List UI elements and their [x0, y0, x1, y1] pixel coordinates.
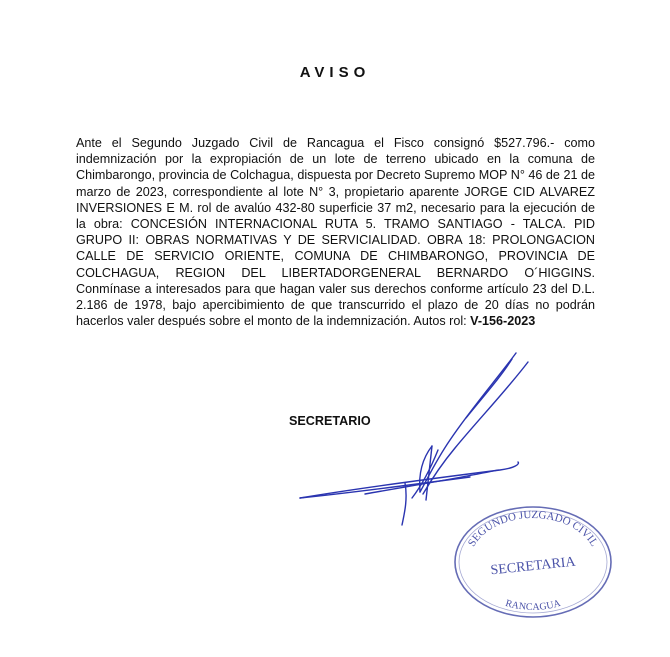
notice-body: [76, 135, 595, 329]
court-seal: [448, 500, 618, 624]
seal-bottom-text: RANCAGUA: [504, 597, 562, 614]
notice-title: AVISO: [299, 64, 371, 81]
case-number: V-156-2023: [470, 314, 536, 329]
seal-top-text: SEGUNDO JUZGADO CIVIL: [465, 508, 601, 549]
signatory-label: SECRETARIO: [289, 414, 371, 428]
seal-center-text: SECRETARIA: [489, 554, 577, 579]
notice-body-text: Ante el Segundo Juzgado Civil de Rancagua el Fisco consignó $527.796.- como indemnización por la expropiación de un lote de terreno ubicado en la comuna de Chimbarongo, provincia de Colchagua, dispuesta por Decreto Supremo MOP N° 46 de 21 de marzo de 2023, correspondiente al lote N° 3, propietario aparente JORGE CID ALVAREZ INVERSIONES E M. rol de avalúo 432-80 superficie 37 m2, necesario para la ejecución de la obra: CONCESIÓN INTERNACIONAL RUTA 5. TRAMO SANTIAGO - TALCA. PID GRUPO II: OBRAS NORMATIVAS Y DE SERVICIALIDAD. OBRA 18: PROLONGACION CALLE DE SERVICIO ORIENTE, COMUNA DE CHIMBARONGO, PROVINCIA DE COLCHAGUA, REGION DEL LIBERTADORGENERAL BERNARDO O´HIGGINS. Conmínase a interesados para que hagan valer sus derechos conforme artículo 23 del D.L. 2.186 de 1978, bajo apercibimiento de que transcurrido el plazo de 20 días no podrán hacerlos valer después sobre el monto de la indemnización. Autos rol:: [76, 136, 595, 329]
